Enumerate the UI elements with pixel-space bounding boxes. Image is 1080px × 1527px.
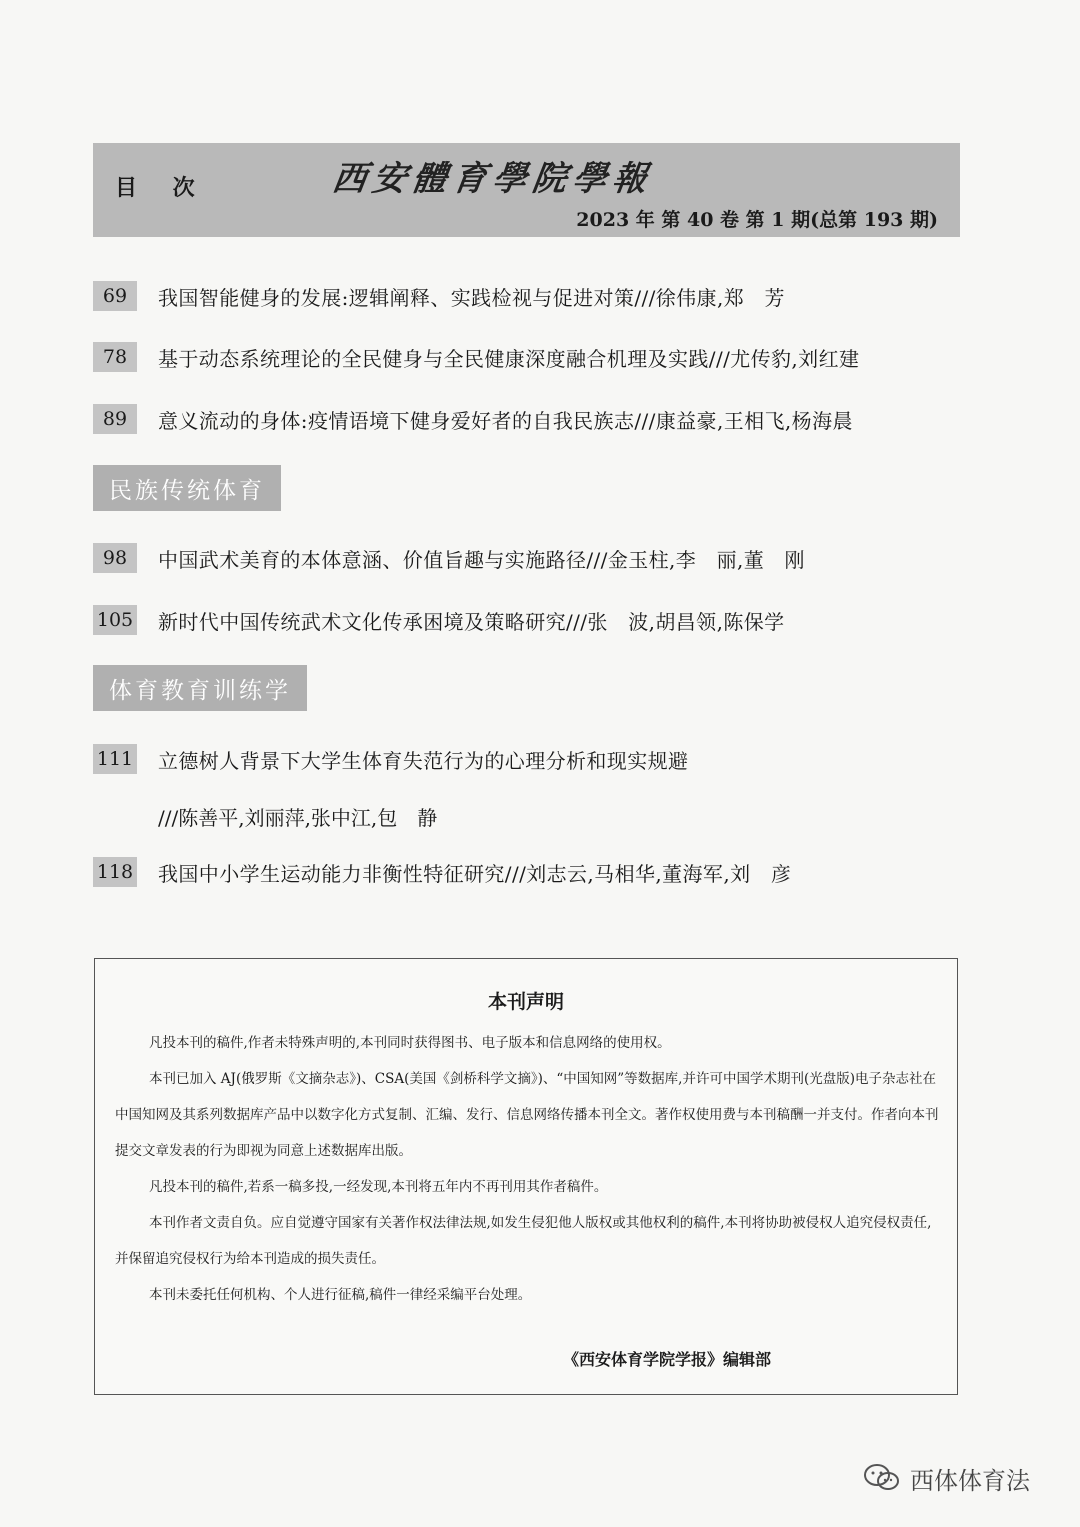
journal-notice-box xyxy=(94,958,958,1395)
notice-paragraph: 凡投本刊的稿件,若系一稿多投,一经发现,本刊将五年内不再刊用其作者稿件。 xyxy=(149,1179,608,1195)
toc-entry[interactable] xyxy=(93,541,805,575)
section-heading: 体育教育训练学 xyxy=(93,665,307,711)
notice-signature: 《西安体育学院学报》编辑部 xyxy=(563,1350,772,1369)
watermark xyxy=(862,1460,1030,1496)
issue-info: 2023 年 第 40 卷 第 1 期(总第 193 期) xyxy=(576,209,938,231)
article-title: 立德树人背景下大学生体育失范行为的心理分析和现实规避 xyxy=(158,748,689,773)
article-title: 中国武术美育的本体意涵、价值旨趣与实施路径///金玉柱,李 丽,董 刚 xyxy=(158,547,805,572)
journal-masthead: 西安體育學院學報 xyxy=(329,159,656,199)
article-title: 我国中小学生运动能力非衡性特征研究///刘志云,马相华,董海军,刘 彦 xyxy=(158,861,792,886)
toc-entry[interactable] xyxy=(93,603,785,637)
page-number: 105 xyxy=(93,605,137,635)
page-number: 111 xyxy=(93,744,137,774)
article-title: 基于动态系统理论的全民健身与全民健康深度融合机理及实践///尤传豹,刘红建 xyxy=(158,346,860,371)
toc-label: 目 次 xyxy=(115,176,209,201)
page-number: 89 xyxy=(93,404,137,434)
page-number: 98 xyxy=(93,543,137,573)
notice-paragraph: 本刊已加入 AJ(俄罗斯《文摘杂志》)、CSA(美国《剑桥科学文摘》)、“中国知网”等数据库,并许可中国学术期刊(光盘版)电子杂志社在中国知网及其系列数据库产品中以数字化方式复制、汇编、发行、信息网络传播本刊全文。著作权使用费与本刊稿酬一并支付。作者向本刊提交文章发表的行为即视为同意上述数据库出版。 xyxy=(115,1071,939,1159)
article-title: 意义流动的身体:疫情语境下健身爱好者的自我民族志///康益豪,王相飞,杨海晨 xyxy=(158,408,853,433)
page-number: 118 xyxy=(93,857,137,887)
header-band xyxy=(93,143,960,237)
notice-paragraph: 凡投本刊的稿件,作者未特殊声明的,本刊同时获得图书、电子版本和信息网络的使用权。 xyxy=(149,1035,671,1051)
toc-entry[interactable] xyxy=(93,855,792,889)
article-title: 我国智能健身的发展:逻辑阐释、实践检视与促进对策///徐伟康,郑 芳 xyxy=(158,285,785,310)
toc-entry[interactable] xyxy=(93,402,853,436)
section-heading: 民族传统体育 xyxy=(93,465,281,511)
article-authors: ///陈善平,刘丽萍,张中江,包 静 xyxy=(158,806,438,830)
page-number: 78 xyxy=(93,342,137,372)
article-title: 新时代中国传统武术文化传承困境及策略研究///张 波,胡昌领,陈保学 xyxy=(158,609,785,634)
toc-entry[interactable] xyxy=(93,340,860,374)
notice-paragraph: 本刊未委托任何机构、个人进行征稿,稿件一律经采编平台处理。 xyxy=(149,1287,532,1303)
wechat-icon xyxy=(862,1463,902,1493)
notice-title: 本刊声明 xyxy=(487,991,564,1013)
toc-entry[interactable] xyxy=(93,742,689,776)
page-number: 69 xyxy=(93,281,137,311)
watermark-text: 西体体育法 xyxy=(910,1466,1030,1495)
toc-entry[interactable] xyxy=(93,279,785,313)
notice-paragraph: 本刊作者文责自负。应自觉遵守国家有关著作权法律法规,如发生侵犯他人版权或其他权利的稿件,本刊将协助被侵权人追究侵权责任,并保留追究侵权行为给本刊造成的损失责任。 xyxy=(115,1215,932,1267)
